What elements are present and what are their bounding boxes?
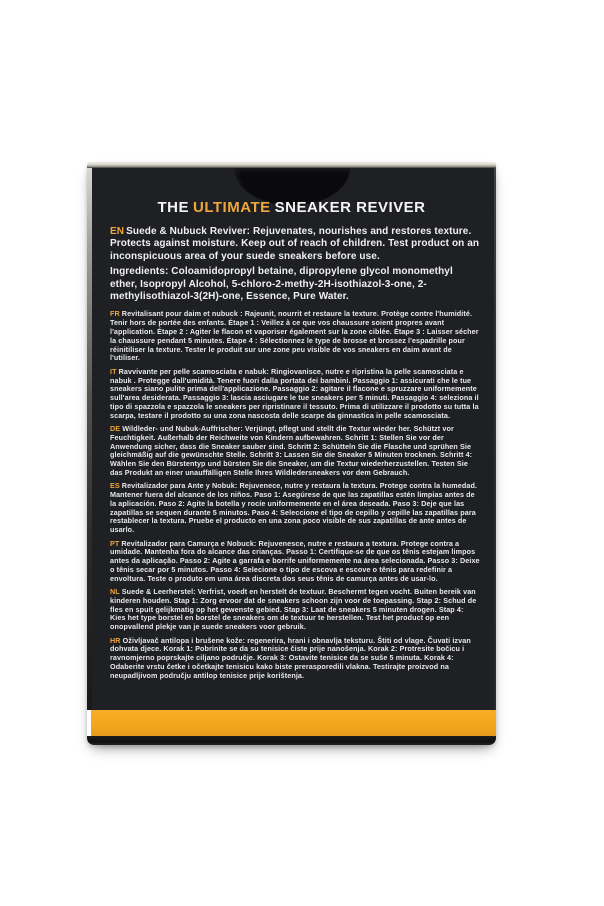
language-code: HR bbox=[110, 635, 121, 645]
language-section bbox=[110, 540, 481, 584]
language-code: NL bbox=[110, 587, 120, 597]
language-section bbox=[110, 425, 481, 478]
language-section bbox=[110, 637, 481, 681]
language-text: Ravvivante per pelle scamosciata e nabuk: Ringiovanisce, nutre e ripristina la pelle scamosciata e nabuk . Protegge dall'umidità. Tenere fuori dalla portata dei bambini. Passaggio 1: assicurati che le tue sneakers siano pulite prima dell'applicazione. Passaggio 2: agitare il flacone e spruzzare uniformemente sull'area desiderata. Passaggio 3: lascia asciugare le tue sneakers per 5 minuti. Passaggio 4: seleziona il tipo di spazzola e spazzola le sneakers per ripristinare il tessuto. Prima di utilizzare il prodotto su tutta la scarpa, testare il prodotto su una zona nascosta delle scarpe da ginnastica in pelle scamosciata. bbox=[110, 366, 479, 420]
language-text: Suede & Nubuck Reviver: Rejuvenates, nourishes and restores texture. Protects against moisture. Keep out of reach of children. Test product on an inconspicuous area of your suede sneakers before use. bbox=[110, 226, 480, 262]
english-description bbox=[110, 226, 481, 263]
product-box-back bbox=[87, 162, 496, 745]
box-left-edge bbox=[87, 168, 92, 710]
language-section bbox=[110, 482, 481, 535]
box-bottom-edge bbox=[87, 736, 496, 745]
ingredients: Ingredients: Coloamidopropyl betaine, dipropylene glycol monomethyl ether, Isopropyl Alcohol, 5-chloro-2-methy-2H-isothiazol-3-one, 2-methylisothiazol-3(2H)-one, Essence, Pure Water. bbox=[110, 266, 453, 303]
bottom-accent-band bbox=[91, 710, 496, 736]
language-section bbox=[110, 588, 481, 632]
language-text: Revitalizador para Camurça e Nobuck: Rejuvenesce, nutre e restaura a textura. Protege contra a umidade. Mantenha fora do alcance das crianças. Passo 1: Certifique-se de que os tênis estejam limpos antes da aplicação. Passo 2: Agite a garrafa e borrife uniformemente na área selecionada. Passo 3: Deixe o tênis secar por 5 minutos. Passo 4: Selecione o tipo de escova e escove o tênis para redefinir a envoltura. Teste o produto em uma área discreta dos seus tênis de camurça antes de usar-lo. bbox=[110, 538, 480, 583]
language-code: DE bbox=[110, 424, 121, 433]
box-right-edge bbox=[494, 168, 496, 710]
title-post: SNEAKER REVIVER bbox=[274, 199, 426, 216]
english-section bbox=[110, 226, 481, 303]
language-section bbox=[110, 310, 481, 363]
language-section bbox=[110, 368, 481, 421]
title-pre: THE bbox=[157, 199, 190, 216]
language-text: Wildleder- und Nubuk-Auffrischer: Verjüngt, pflegt und stellt die Textur wieder her. Schützt vor Feuchtigkeit. Außerhalb der Reichweite von Kindern aufbewahren. Schritt 1: Stellen Sie vor der Anwendung sicher, dass die Sneaker sauber sind. Schritt 2: Schütteln Sie die Flasche und sprühen Sie gleichmäßig auf die gewünschte Stelle. Schritt 3: Lassen Sie die Sneaker 5 Minuten trocknen. Schritt 4: Wählen Sie den Bürstentyp und bürsten Sie die Sneaker, um die Textur wiederherzustellen. Testen Sie das Produkt an einer unauffälligen Stelle Ihres Wildledersneakers vor dem Gebrauch. bbox=[110, 424, 473, 477]
language-code: PT bbox=[110, 538, 120, 548]
language-text: Revitalisant pour daim et nubuck : Rajeunit, nourrit et restaure la texture. Protège contre l'humidité. Tenir hors de portée des enfants. Étape 1 : Veillez à ce que vos chaussure soient propres avant l'application. Étape 2 : Agiter le flacon et vaporiser également sur la zone ciblée. Étape 3 : Laisser sécher la chaussure pendant 5 minutes. Étape 4 : Sélectionnez le type de brosse et brossez l'espadrille pour réinitiliser la texture. Tester le produit sur une zone peu visible de vos sneakers en daim avant de l'utiliser. bbox=[110, 309, 479, 363]
language-code: EN bbox=[110, 226, 125, 237]
title-highlight: ULTIMATE bbox=[193, 199, 271, 216]
language-code: FR bbox=[110, 309, 120, 319]
label-content bbox=[87, 216, 496, 681]
language-text: Oživljavač antilopa i brušene kože: regenerira, hrani i obnavlja teksturu. Štiti od vlage. Čuvati izvan dohvata djece. Korak 1: Pobrinite se da su tenisice čiste prije nanošenja. Korak 2: Protresite bočicu i ravnomjerno poprskajte ciljano područje. Korak 3: Ostavite tenisice da se suše 5 minuta. Korak 4: Odaberite vrstu četke i očetkajte tenisicu kako biste prerasporedili vlakna. Testirajte proizvod na neupadljivom području antilop tenisice prije korištenja. bbox=[110, 635, 471, 680]
language-code: ES bbox=[110, 481, 120, 491]
language-text: Revitalizador para Ante y Nobuk: Rejuvenece, nutre y restaura la textura. Protege contra la humedad. Mantener fuera del alcance de los niños. Paso 1: Asegúrese de que las zapatillas estén limpias antes de la aplicación. Paso 2: Agite la botella y rocíe uniformemente en el área deseada. Paso 3: Deje que las zapatillas se sequen durante 5 minutos. Paso 4: Seleccione el tipo de cepillo y cepille las zapatillas para restablecer la textura. Pruebe el producto en una zona poco visible de sus zapatillas de ante antes de usarlo. bbox=[110, 481, 478, 535]
back-panel bbox=[87, 168, 496, 710]
language-code: IT bbox=[110, 366, 117, 376]
product-title bbox=[87, 199, 496, 216]
language-text: Suede & Leerherstel: Verfrist, voedt en herstelt de textuur. Beschermt tegen vocht. Buiten bereik van kinderen houden. Stap 1: Zorg ervoor dat de sneakers schoon zijn voor de toepassing. Stap 2: Schud de fles en spuit gelijkmatig op het gewenste gebied. Stap 3: Laat de sneakers 5 minuten drogen. Stap 4: Kies het type borstel en borstel de sneakers om de textuur te herstellen. Test het product op een onopvallend plekje van je suede sneakers voor gebruik. bbox=[110, 587, 477, 632]
language-sections bbox=[110, 310, 481, 680]
